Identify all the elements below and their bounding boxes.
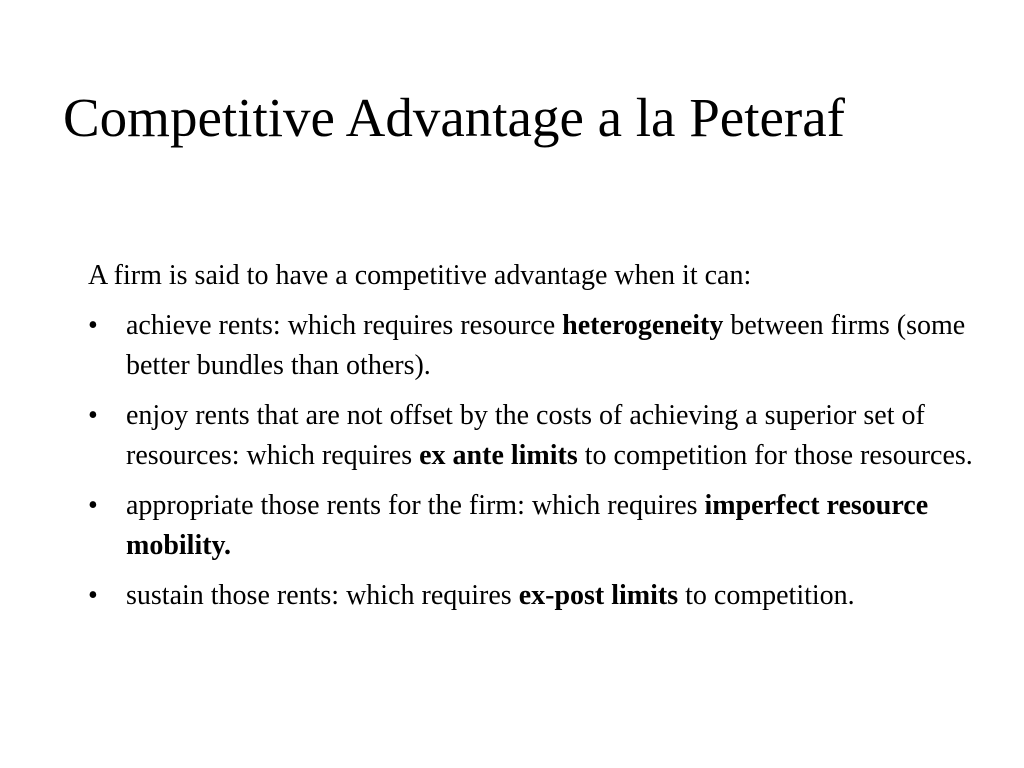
bullet-item — [88, 306, 988, 386]
bullet-text-plain: between firms (some better bundles than others). — [126, 310, 966, 381]
bullet-dot-icon: • — [88, 310, 98, 341]
bullet-text — [126, 400, 973, 471]
bullet-text — [126, 490, 928, 561]
slide-body — [88, 256, 988, 626]
bullet-text-plain: to competition for those resources. — [577, 440, 973, 471]
bullet-dot-icon: • — [88, 580, 98, 611]
bullet-dot-icon: • — [88, 490, 98, 521]
bullet-text-bold: ex-post limits — [518, 580, 679, 611]
bullet-text-bold: ex ante limits — [419, 440, 578, 471]
bullet-text-plain: sustain those rents: which requires — [126, 580, 519, 611]
bullet-item — [88, 486, 988, 566]
bullet-text-plain: enjoy rents that are not offset by the costs of achieving a superior set of resources: which requires — [126, 400, 925, 471]
bullet-text — [126, 310, 965, 381]
bullet-item — [88, 576, 988, 616]
bullet-text-plain: appropriate those rents for the firm: which requires — [126, 490, 705, 521]
intro-text: A firm is said to have a competitive advantage when it can: — [88, 260, 752, 291]
bullet-dot-icon: • — [88, 400, 98, 431]
bullet-text — [126, 580, 855, 611]
bullet-item — [88, 396, 988, 476]
bullet-text-plain: achieve rents: which requires resource — [126, 310, 563, 341]
bullet-text-bold: heterogeneity — [562, 310, 724, 341]
bullet-text-plain: to competition. — [678, 580, 855, 611]
slide-title: Competitive Advantage a la Peteraf — [63, 87, 845, 148]
bullet-text-bold: imperfect resource mobility. — [126, 490, 929, 561]
bullet-list — [88, 306, 988, 616]
